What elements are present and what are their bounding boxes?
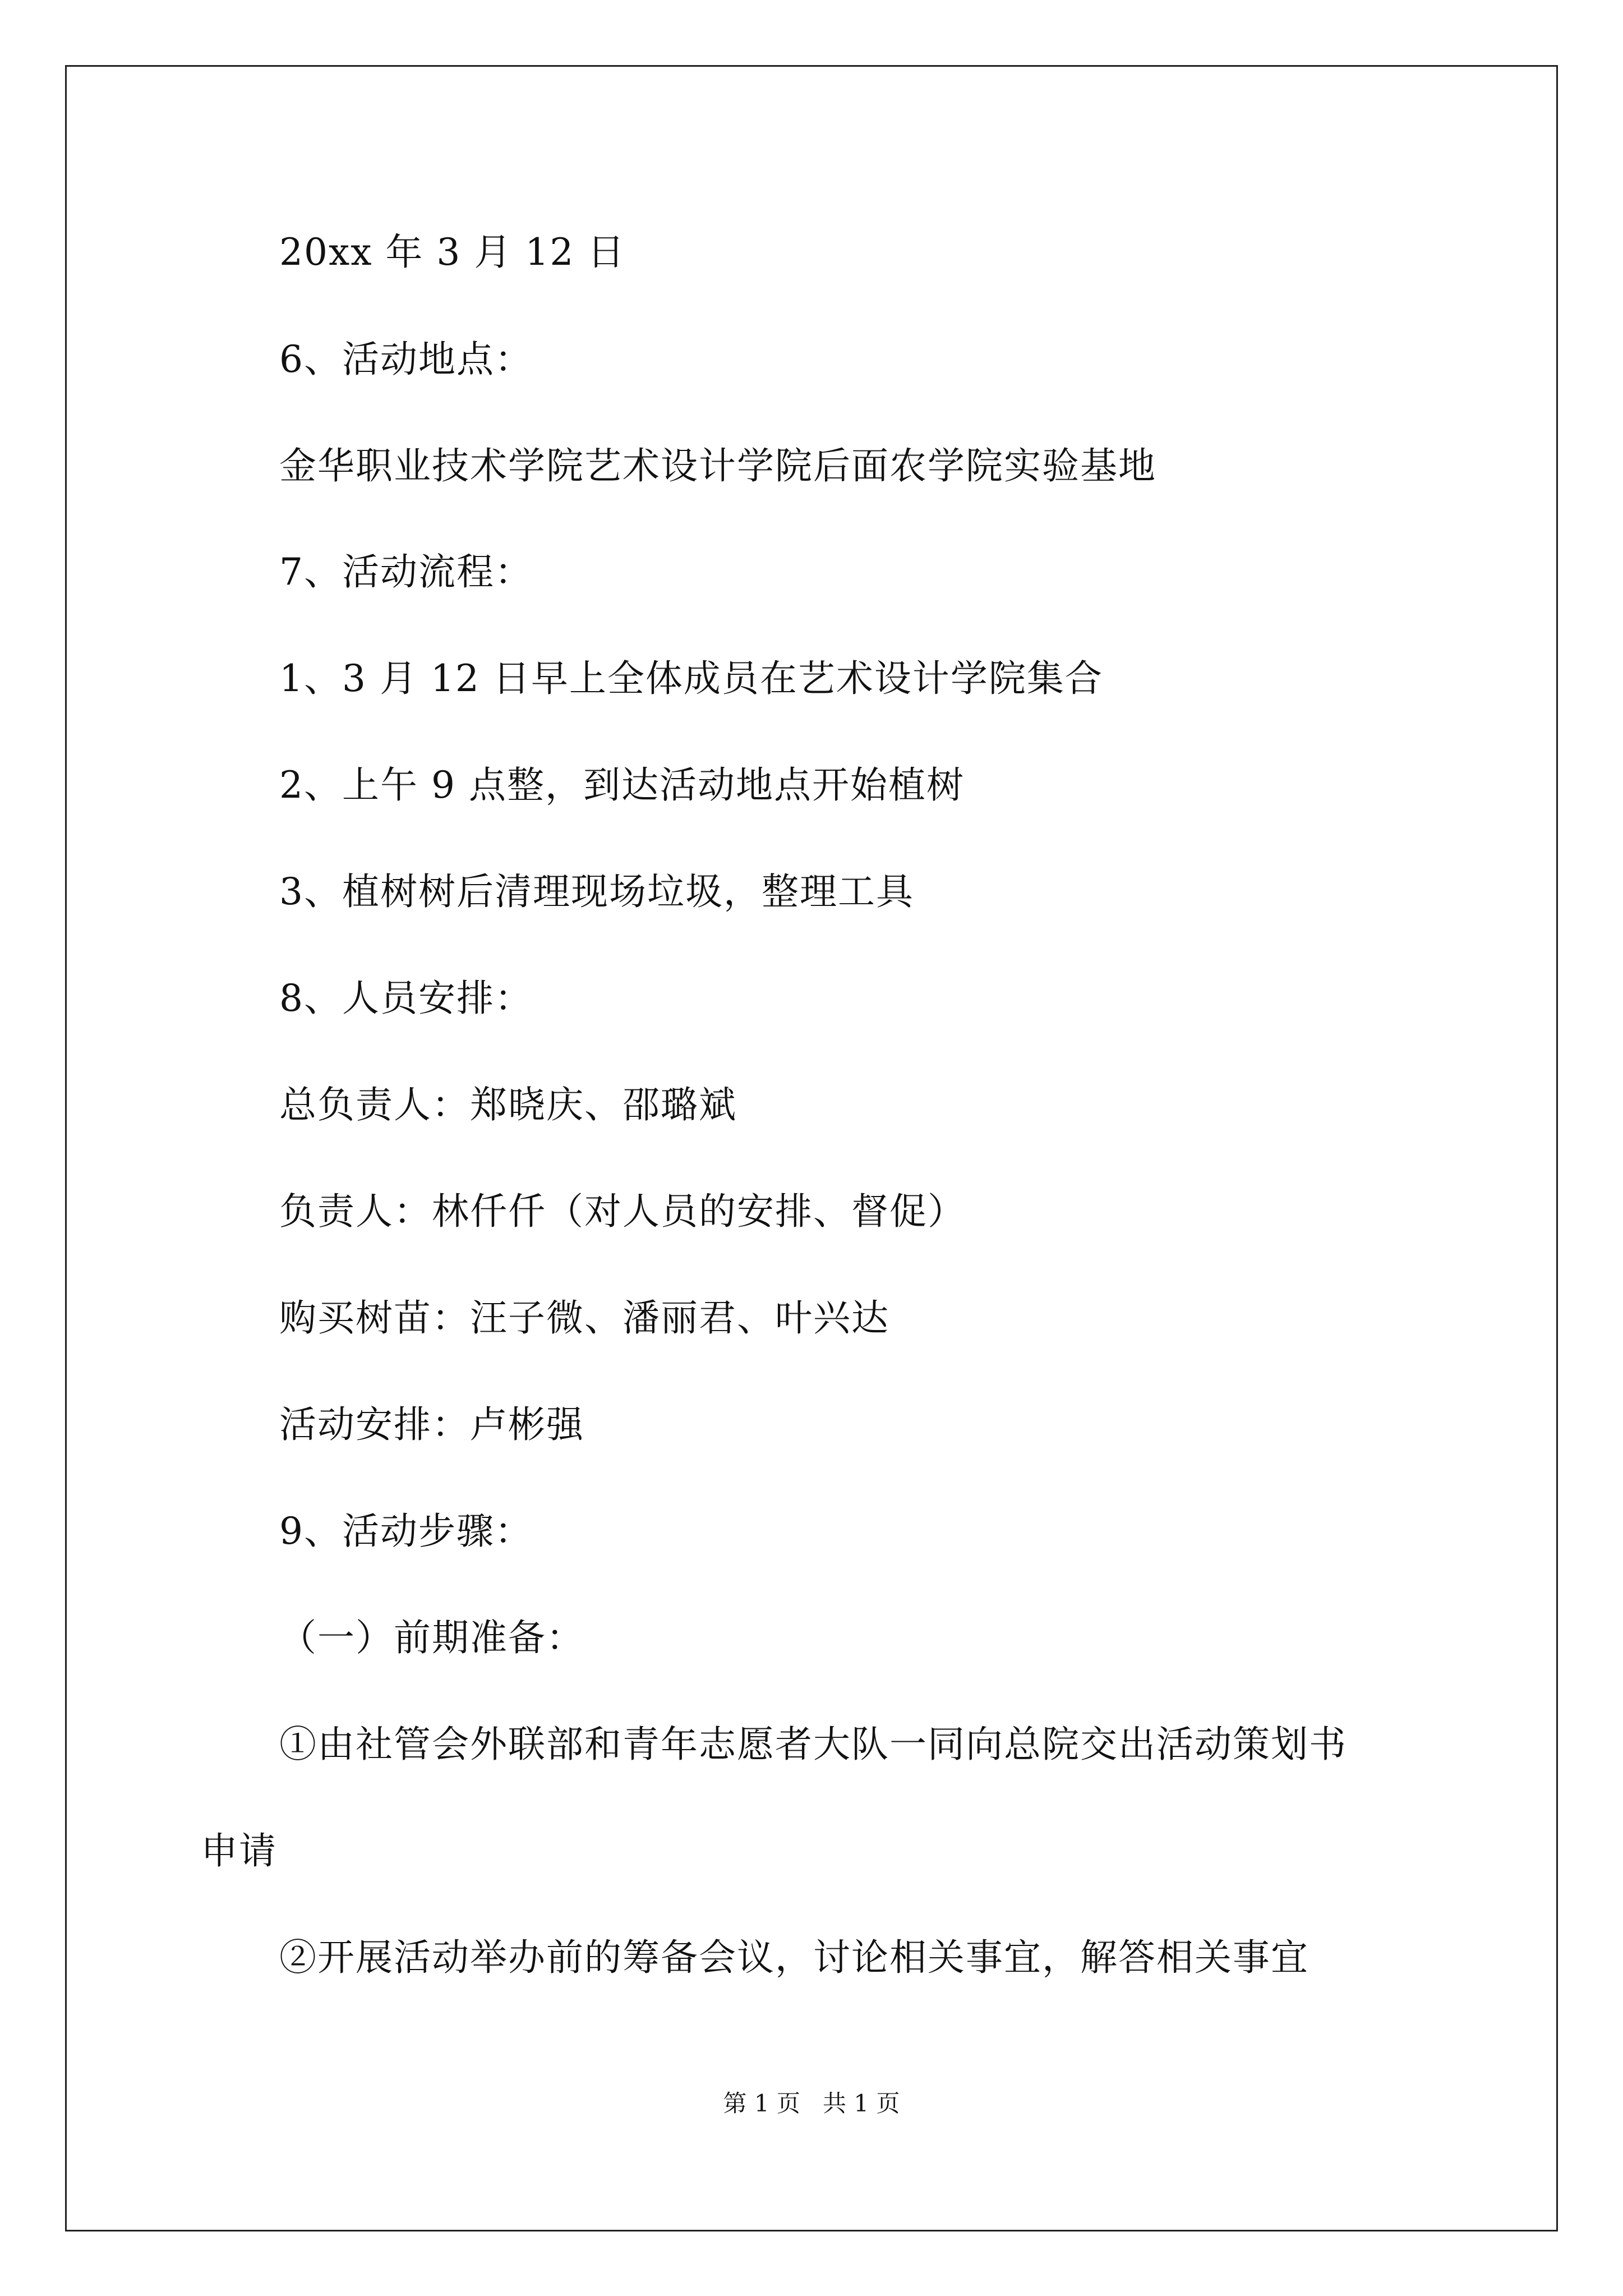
process-item-2: 2、上午 9 点整，到达活动地点开始植树 [279,763,965,807]
staff-chief: 总负责人：郑晓庆、邵璐斌 [279,1083,737,1126]
location-text: 金华职业技术学院艺术设计学院后面农学院实验基地 [279,444,1156,487]
steps-subheading: （一）前期准备： [279,1616,584,1659]
step-item-1-continued: 申请 [201,1829,277,1872]
page-border [65,65,1558,2231]
staff-lead: 负责人：林仟仟（对人员的安排、督促） [279,1190,966,1233]
process-item-1: 1、3 月 12 日早上全体成员在艺术设计学院集合 [279,657,1103,700]
staff-arrangement: 活动安排：卢彬强 [279,1403,584,1446]
section-heading-process: 7、活动流程： [279,550,533,593]
section-heading-steps: 9、活动步骤： [279,1510,533,1553]
date-line: 20xx 年 3 月 12 日 [279,231,626,274]
step-item-2: ②开展活动举办前的筹备会议，讨论相关事宜，解答相关事宜 [279,1936,1309,1979]
step-item-1: ①由社管会外联部和青年志愿者大队一同向总院交出活动策划书 [279,1723,1347,1766]
process-item-3: 3、植树树后清理现场垃圾，整理工具 [279,870,914,913]
page-footer: 第 1 页 共 1 页 [723,2090,900,2117]
section-heading-staff: 8、人员安排： [279,977,533,1020]
staff-purchase: 购买树苗：汪子微、潘丽君、叶兴达 [279,1296,889,1340]
section-heading-location: 6、活动地点： [279,338,533,381]
